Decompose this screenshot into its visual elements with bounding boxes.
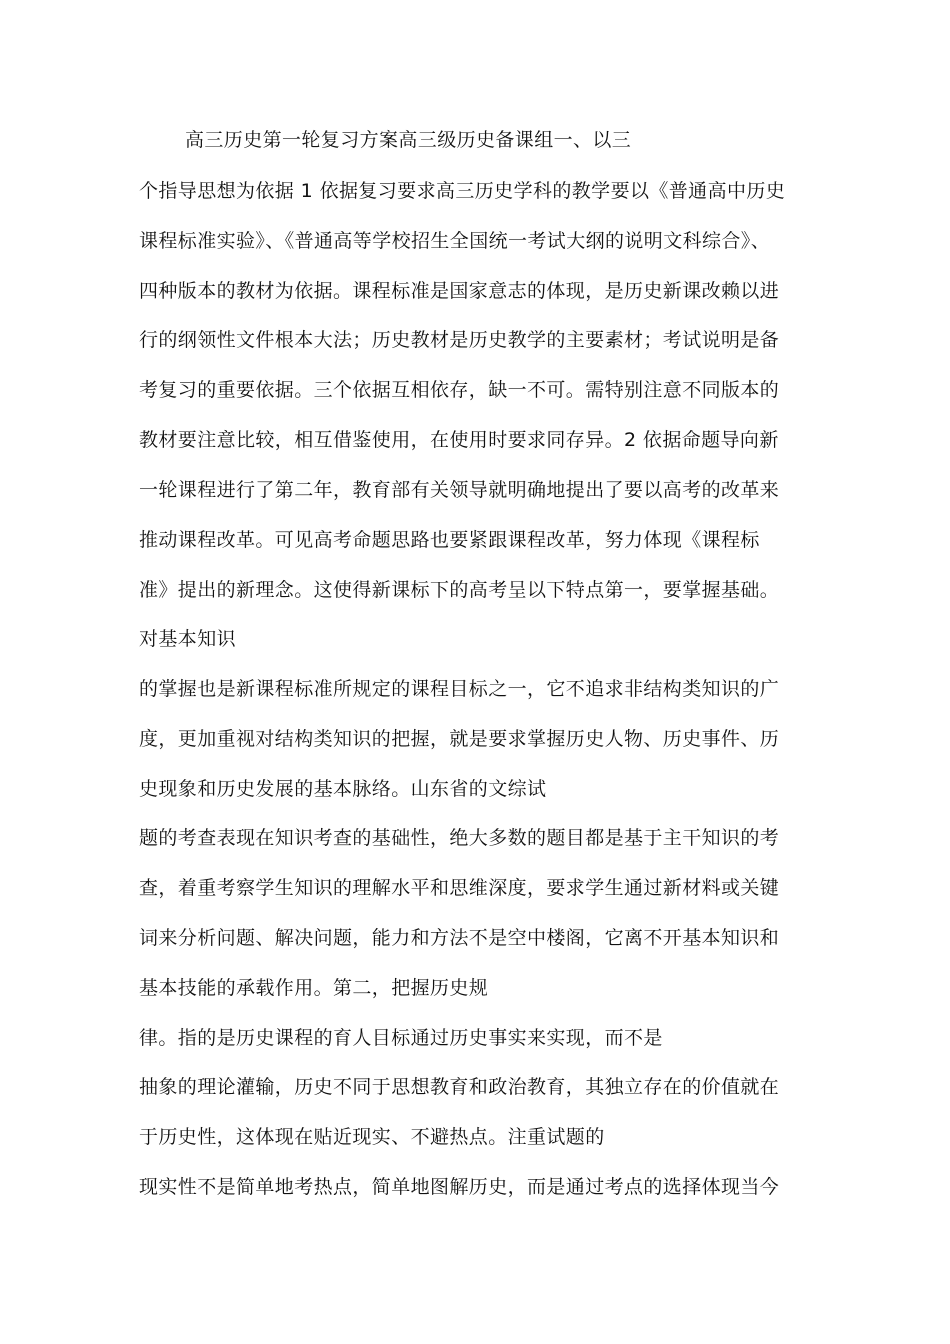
text-line-4: 四种版本的教材为依据。课程标准是国家意志的体现，是历史新课改赖以进 <box>139 280 780 302</box>
text-line-14: 史现象和历史发展的基本脉络。山东省的文综试 <box>139 778 547 800</box>
text-line-21: 于历史性，这体现在贴近现实、不避热点。注重试题的 <box>139 1126 605 1148</box>
text-line-6: 考复习的重要依据。三个依据互相依存，缺一不可。需特别注意不同版本的 <box>139 379 780 401</box>
text-line-5: 行的纲领性文件根本大法；历史教材是历史教学的主要素材；考试说明是备 <box>139 329 780 351</box>
text-line-17: 词来分析问题、解决问题，能力和方法不是空中楼阁，它离不开基本知识和 <box>139 927 780 949</box>
text-line-8: 一轮课程进行了第二年，教育部有关领导就明确地提出了要以高考的改革来 <box>139 479 780 501</box>
text-line-15: 题的考查表现在知识考查的基础性，绝大多数的题目都是基于主干知识的考 <box>139 827 780 849</box>
text-line-19: 律。指的是历史课程的育人目标通过历史事实来实现，而不是 <box>139 1027 663 1049</box>
text-line-2: 个指导思想为依据 1 依据复习要求高三历史学科的教学要以《普通高中历史 <box>139 180 786 202</box>
text-line-22: 现实性不是简单地考热点，简单地图解历史，而是通过考点的选择体现当今 <box>139 1176 780 1198</box>
text-line-12: 的掌握也是新课程标准所规定的课程目标之一，它不追求非结构类知识的广 <box>139 678 780 700</box>
text-line-7: 教材要注意比较，相互借鉴使用，在使用时要求同存异。2 依据命题导向新 <box>139 429 779 451</box>
text-line-18: 基本技能的承载作用。第二，把握历史规 <box>139 977 489 999</box>
text-line-9: 推动课程改革。可见高考命题思路也要紧跟课程改革，努力体现《课程标 <box>139 529 760 551</box>
text-line-11: 对基本知识 <box>139 628 237 650</box>
text-line-16: 查，着重考察学生知识的理解水平和思维深度，要求学生通过新材料或关键 <box>139 877 780 899</box>
text-line-3: 课程标准实验》、《普通高等学校招生全国统一考试大纲的说明文科综合》、 <box>139 230 771 252</box>
text-line-10: 准》提出的新理念。这使得新课标下的高考呈以下特点第一，要掌握基础。 <box>139 579 780 601</box>
text-line-20: 抽象的理论灌输，历史不同于思想教育和政治教育，其独立存在的价值就在 <box>139 1076 780 1098</box>
text-line-1: 高三历史第一轮复习方案高三级历史备课组一、以三 <box>185 129 632 151</box>
text-line-13: 度，更加重视对结构类知识的把握，就是要求掌握历史人物、历史事件、历 <box>139 728 780 750</box>
